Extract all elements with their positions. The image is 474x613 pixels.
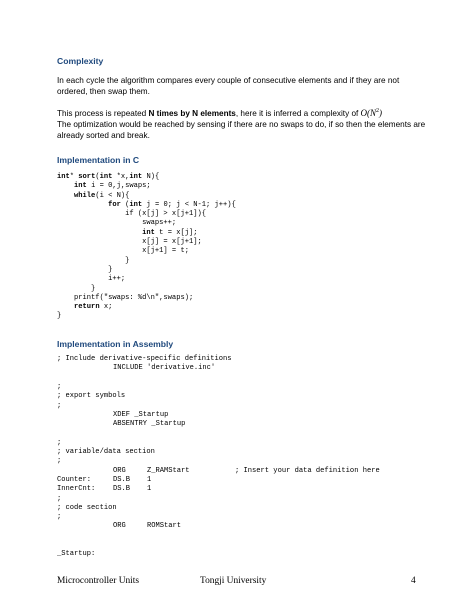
asm-c2: INCLUDE 'derivative.inc' (113, 364, 216, 373)
footer-university: Tongji University (200, 576, 267, 586)
c-code-line: printf("swaps: %d\n",swaps); (57, 293, 194, 302)
para2-bold: N times by N elements (148, 109, 236, 118)
asm-c2: ABSENTRY _Startup (113, 420, 186, 429)
asm-c1: _Startup: (57, 550, 96, 559)
asm-c1: Counter: (57, 475, 92, 484)
c-code-line: x[j+1] = t; (57, 247, 189, 256)
footer-page-number: 4 (411, 576, 416, 586)
c-code-line: } (57, 256, 130, 265)
asm-c1: ; (57, 401, 62, 410)
para2-pre: This process is repeated (57, 109, 149, 118)
c-code-line: if (x[j] > x[j+1]){ (57, 210, 206, 219)
impl-c-heading: Implementation in C (57, 155, 140, 165)
asm-c2: XDEF _Startup (113, 410, 169, 419)
asm-c1: ; variable/data section (57, 448, 155, 456)
asm-c2: DS.B (113, 485, 131, 494)
asm-c2: DS.B (113, 475, 131, 484)
c-code-line: while(i < N){ (74, 191, 130, 200)
asm-c2: ORG (113, 522, 126, 531)
asm-c1: ; (57, 513, 62, 522)
c-code-line: } (57, 265, 113, 274)
c-code-line: } (57, 284, 96, 293)
impl-asm-heading: Implementation in Assembly (57, 339, 174, 349)
complexity-paragraph-2 (57, 106, 427, 142)
c-code-line: return x; (74, 303, 113, 312)
asm-c2: ORG (113, 466, 126, 475)
asm-c1: InnerCnt: (57, 485, 96, 494)
complexity-paragraph-1: In each cycle the algorithm compares every couple of consecutive elements and if they are not ordered, then swap them. (57, 76, 400, 97)
footer-course: Microcontroller Units (57, 576, 140, 586)
big-o-formula: $O(N^2)$ (360, 108, 383, 118)
asm-c1: ; Include derivative-specific definitions (57, 355, 232, 363)
c-code-block (57, 173, 236, 322)
asm-c4: ; Insert your data definition here (235, 466, 380, 475)
asm-c3: 1 (147, 485, 152, 494)
asm-c3: ROMStart (147, 522, 182, 531)
asm-c1: ; (57, 457, 62, 466)
c-code-line: int* sort(int *x,int N){ (57, 173, 160, 181)
asm-c1: ; (57, 494, 62, 503)
c-code-line: x[j] = x[j+1]; (57, 238, 202, 247)
c-code-line: for (int j = 0; j < N-1; j++){ (108, 200, 236, 209)
asm-c1: ; code section (57, 503, 117, 512)
para2-post: The optimization would be reached by sensing if there are no swaps to do, if so then the elements are already sorted and break. (57, 120, 426, 141)
asm-c3: 1 (147, 475, 152, 484)
asm-c1: ; export symbols (57, 392, 126, 401)
c-code-line: i++; (57, 275, 126, 284)
asm-c1: ; (57, 438, 62, 447)
c-code-line: int i = 0,j,swaps; (74, 182, 151, 191)
asm-c1: ; (57, 382, 62, 391)
para2-mid: , here it is inferred a complexity of (235, 109, 361, 118)
complexity-heading: Complexity (57, 56, 104, 66)
c-code-line: int t = x[j]; (142, 228, 198, 237)
asm-c3: Z_RAMStart (147, 466, 190, 475)
c-code-line: } (57, 312, 62, 321)
c-code-line: swaps++; (57, 219, 177, 228)
